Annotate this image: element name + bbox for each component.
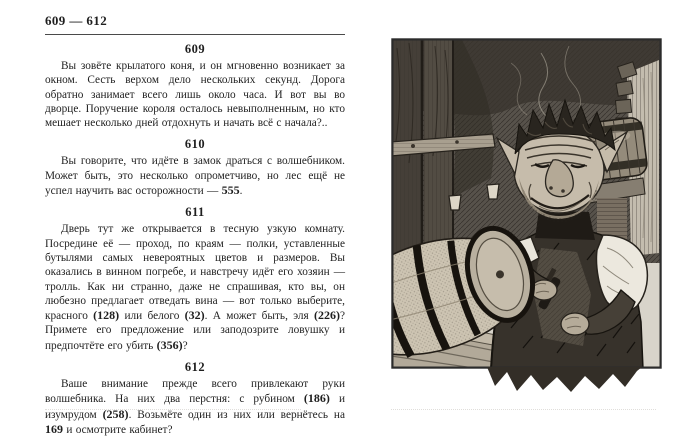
section-paragraph xyxy=(45,59,345,130)
section-reference-number: 169 xyxy=(45,421,63,436)
section-paragraph xyxy=(45,222,345,353)
sections-container xyxy=(45,42,345,437)
footer-dotted-rule-left xyxy=(45,409,301,410)
illustration-scene xyxy=(391,38,662,377)
section-reference-number: (258) xyxy=(102,406,129,421)
troll-fur-overflow xyxy=(487,367,642,392)
section-text: Дверь тут же открывается в тесную узкую комнату. Посредине её — проход, по краям — полки, уставленные бутылями самых невероятных цветов и размеров. Вы оказались в винном погребе, и навстречу идёт его хозяин — тролль. Как ни странно, даже не спрашивая, кто вы, он любезно предлагает отведать вина — вот только выберите, красного xyxy=(45,223,345,323)
section-text: Вы говорите, что идёте в замок драться с волшебником. Может быть, это несколько опрометчиво, но лес ещё не успел научить вас осторожности — xyxy=(45,155,345,198)
section-paragraph xyxy=(45,154,345,198)
section-number: 612 xyxy=(184,360,206,375)
left-page xyxy=(45,13,345,437)
section-number: 609 xyxy=(184,42,206,56)
section-number: 610 xyxy=(184,137,206,152)
section-text: ? Примете его предложение или заподозрите ловушку и предпочтёте его убить xyxy=(45,310,345,352)
section-text: . А может быть, эля xyxy=(204,310,314,323)
cellar-troll-illustration xyxy=(391,38,662,398)
page-header-range: 609 — 612 xyxy=(45,13,108,28)
section-text: Ваше внимание прежде всего привлекают руки волшебника. На них два перстня: с рубином xyxy=(45,378,345,406)
section-reference-number: (226) xyxy=(313,308,340,323)
section-reference-number: (186) xyxy=(303,391,330,406)
section-reference-number: (356) xyxy=(156,337,183,352)
section-text: или белого xyxy=(119,310,185,323)
section-number: 611 xyxy=(185,205,205,220)
section-text: . Возьмёте один из них или вернётесь на xyxy=(128,408,345,421)
footer-dotted-rule-right xyxy=(391,409,656,410)
section-reference-number: 555 xyxy=(221,183,240,198)
section-reference-number: (32) xyxy=(184,308,205,323)
section-text: . xyxy=(239,185,243,198)
section-text: Вы зовёте крылатого коня, и он мгновенно возникает за окном. Сесть верхом дело нескольких секунд. Дорога обратно занимает всего лишь около часа. И вот вы во дворце. Поручение короля осталось невыполненным, но кто мешает несколько дней отдохнуть и начать всё с начала?.. xyxy=(45,60,345,130)
section-reference-number: (128) xyxy=(93,308,120,323)
section-text: и изумрудом xyxy=(45,393,346,421)
section-text: ? xyxy=(182,339,188,352)
illustration-page xyxy=(391,38,662,398)
header-rule xyxy=(45,34,345,35)
section-text: и осмотрите кабинет? xyxy=(63,423,173,436)
section-paragraph xyxy=(45,377,345,437)
